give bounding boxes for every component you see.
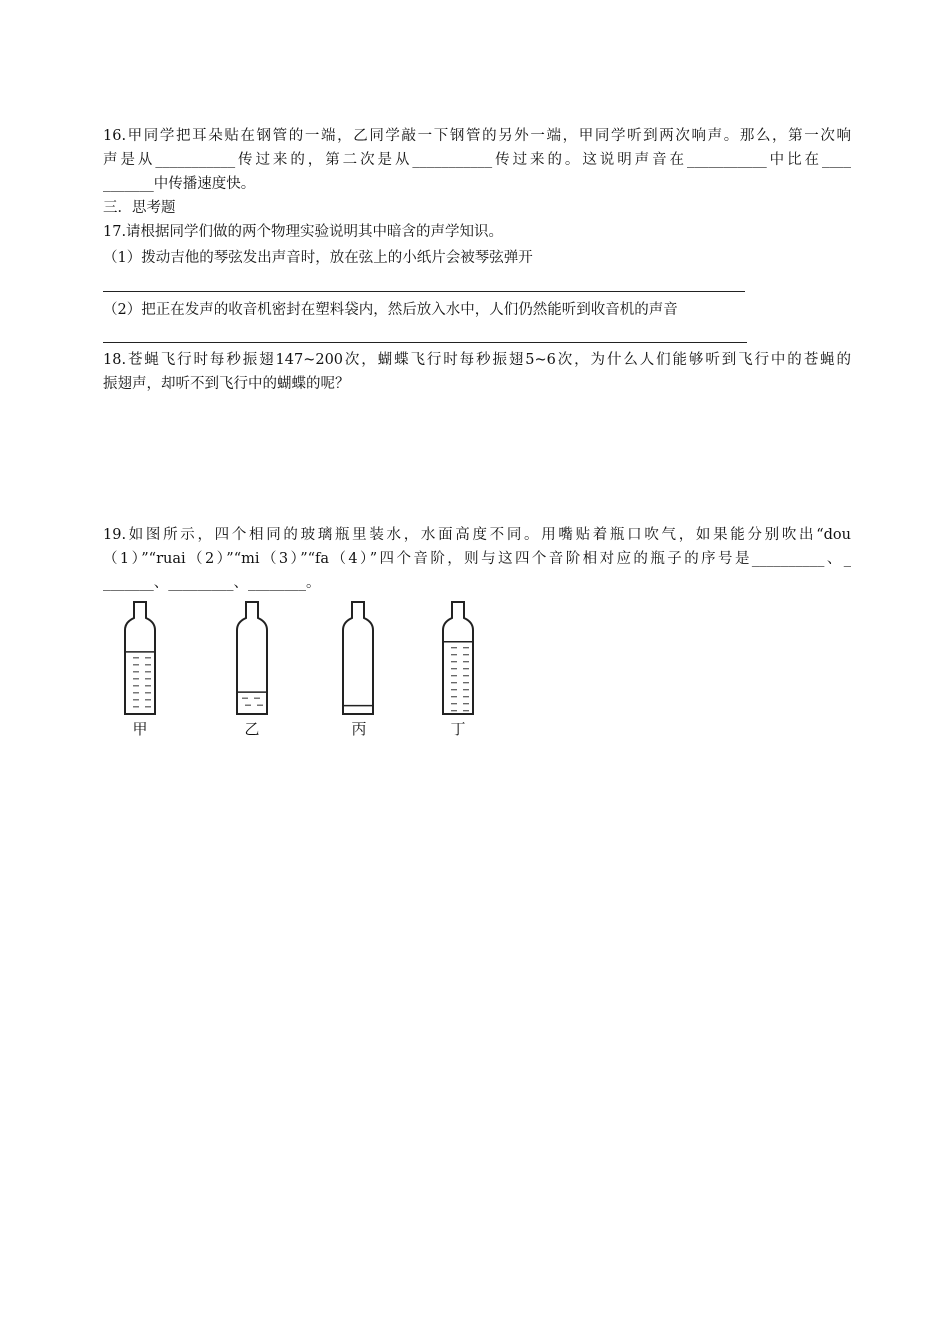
bottles-svg	[105, 600, 485, 718]
q16-line-3: _______中传播速度快。	[103, 176, 256, 192]
q17-item-2: （2）把正在发声的收音机密封在塑料袋内，然后放入水中，人们仍然能听到收音机的声音	[103, 302, 678, 318]
section-title: 三．思考题	[103, 200, 176, 216]
bottle-bing-water	[343, 706, 373, 714]
q18-line-2: 振翅声，却听不到飞行中的蝴蝶的呢？	[103, 376, 350, 392]
bottles-figure	[105, 600, 485, 750]
bottle-ding-water	[443, 642, 473, 714]
bottle-yi-water	[237, 692, 267, 714]
q16-line-1: 16.甲同学把耳朵贴在钢管的一端，乙同学敲一下钢管的另外一端，甲同学听到两次响声。那么，第一次响	[103, 128, 851, 144]
q17-intro: 17.请根据同学们做的两个物理实验说明其中暗含的声学知识。	[103, 224, 504, 240]
q17-answer-line-2	[103, 342, 747, 343]
bottle-jia-water	[125, 652, 155, 714]
q18-line-1: 18.苍蝇飞行时每秒振翅147~200次，蝴蝶飞行时每秒振翅5~6次，为什么人们能够听到飞行中的苍蝇的	[103, 352, 851, 368]
bottle-label-bing: 丙	[351, 720, 367, 738]
q19-line-2: （1）”“ruai（2）”“mi（3）”“fa（4）”四个音阶，则与这四个音阶相对应的瓶子的序号是__________、_	[103, 551, 851, 567]
q17-item-1: （1）拨动吉他的琴弦发出声音时，放在弦上的小纸片会被琴弦弹开	[103, 250, 533, 266]
bottle-ding	[443, 602, 473, 714]
bottle-jia	[125, 602, 155, 714]
q19-line-1: 19.如图所示，四个相同的玻璃瓶里装水，水面高度不同。用嘴贴着瓶口吹气，如果能分别吹出“dou	[103, 527, 851, 543]
bottle-label-jia: 甲	[132, 720, 148, 738]
q17-answer-line-1	[103, 291, 745, 292]
bottle-label-ding: 丁	[450, 720, 466, 738]
bottle-bing	[343, 602, 373, 714]
q19-line-3: _______、_________、________。	[103, 575, 321, 591]
bottle-label-yi: 乙	[244, 720, 260, 738]
bottle-bing-outline	[343, 602, 373, 714]
q16-line-2: 声是从___________传过来的，第二次是从___________传过来的。这说明声音在___________中比在____	[103, 152, 851, 168]
bottle-yi	[237, 602, 267, 714]
